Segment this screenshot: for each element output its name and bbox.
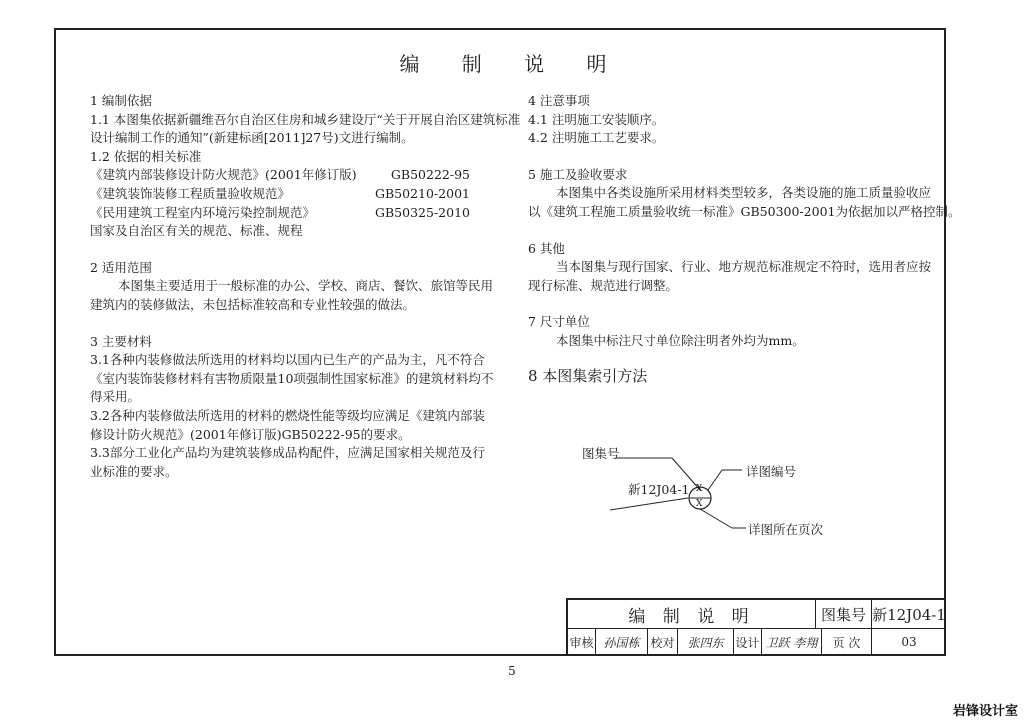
page-value: 03 [901,635,917,649]
check-label: 校对 [648,628,678,656]
circle-bottom-letter: X [696,499,703,509]
section-5-heading: 5 施工及验收要求 [528,166,628,182]
circle-top-letter: X [696,484,703,494]
title-block-row-1 [568,600,946,629]
review-label: 审核 [568,628,596,656]
text-line: 4.1 注明施工安装顺序。 [528,111,665,127]
atlas-code: 新12J04-1 [628,482,690,497]
atlas-number-label: 图集号 [816,600,872,628]
index-diagram [560,440,880,550]
left-column [90,92,520,481]
title-block-row-2 [568,628,946,656]
section-4-heading: 4 注意事项 [528,93,590,108]
title-block-name: 编 制 说 明 [568,600,816,628]
text-line: 本图集中标注尺寸单位除注明者外均为mm。 [556,332,805,348]
design-signature: 卫跃 李翔 [762,628,822,656]
text-line: 业标准的要求。 [90,463,178,479]
atlas-number-label: 图集号 [582,446,620,461]
standard-row: 《建筑内部装修设计防火规范》(2001年修订版) GB50222-95 [90,167,470,183]
detail-number-label: 详图编号 [746,464,797,479]
text-line: 3.2各种内装修做法所选用的材料的燃烧性能等级均应满足《建筑内部装 [90,407,485,423]
design-label: 设计 [734,628,762,656]
detail-page-label: 详图所在页次 [748,522,824,537]
section-2-heading: 2 适用范围 [90,259,152,275]
page-title: 编 制 说 明 [399,52,625,76]
studio-watermark: 岩锋设计室 [952,704,1018,719]
section-3-heading: 3 主要材料 [90,333,152,349]
text-line: 3.1各种内装修做法所选用的材料均以国内已生产的产品为主，凡不符合 [90,352,485,368]
standard-row: 《建筑装饰装修工程质量验收规范》 GB50210-2001 [90,185,470,201]
section-7-heading: 7 尺寸单位 [528,314,590,330]
text-line: 现行标准、规范进行调整。 [528,277,679,293]
text-line: 《室内装饰装修材料有害物质限量10项强制性国家标准》的建筑材料均不 [90,370,494,386]
page-number: 5 [508,664,516,678]
text-line: 当本图集与现行国家、行业、地方规范标准规定不符时，选用者应按 [556,259,932,275]
text-line: 建筑内的装修做法，未包括标准较高和专业性较强的做法。 [90,296,416,312]
text-line: 4.2 注明施工工艺要求。 [528,130,665,146]
text-line: 国家及自治区有关的规范、标准、规程 [90,223,303,239]
section-8-heading: 8 本图集索引方法 [528,366,648,385]
text-line: 以《建筑工程施工质量验收统一标准》GB50300-2001为依据加以严格控制。 [528,203,961,219]
section-6-heading: 6 其他 [528,240,565,256]
text-line: 修设计防火规范》(2001年修订版)GB50222-95的要求。 [90,426,411,442]
review-signature: 孙国栋 [596,628,648,656]
right-column [528,92,960,387]
section-1-heading: 1 编制依据 [90,93,152,108]
text-line: 1.1 本图集依据新疆维吾尔自治区住房和城乡建设厅“关于开展自治区建筑标准 [90,111,521,127]
text-line: 3.3部分工业化产品均为建筑装修成品构配件，应满足国家相关规范及行 [90,445,485,461]
text-line: 本图集主要适用于一般标准的办公、学校、商店、餐饮、旅馆等民用 [118,278,494,294]
text-line: 1.2 依据的相关标准 [90,148,202,164]
atlas-number-value: 新12J04-1 [872,605,946,624]
text-line: 设计编制工作的通知”(新建标函[2011]27号)文进行编制。 [90,130,414,146]
text-line: 得采用。 [90,389,141,405]
page-label: 页 次 [822,628,872,656]
standard-row: 《民用建筑工程室内环境污染控制规范》 GB50325-2010 [90,204,470,220]
text-line: 本图集中各类设施所采用材料类型较多，各类设施的施工质量验收应 [556,185,932,201]
title-block [566,598,946,656]
check-signature: 张四东 [678,628,734,656]
